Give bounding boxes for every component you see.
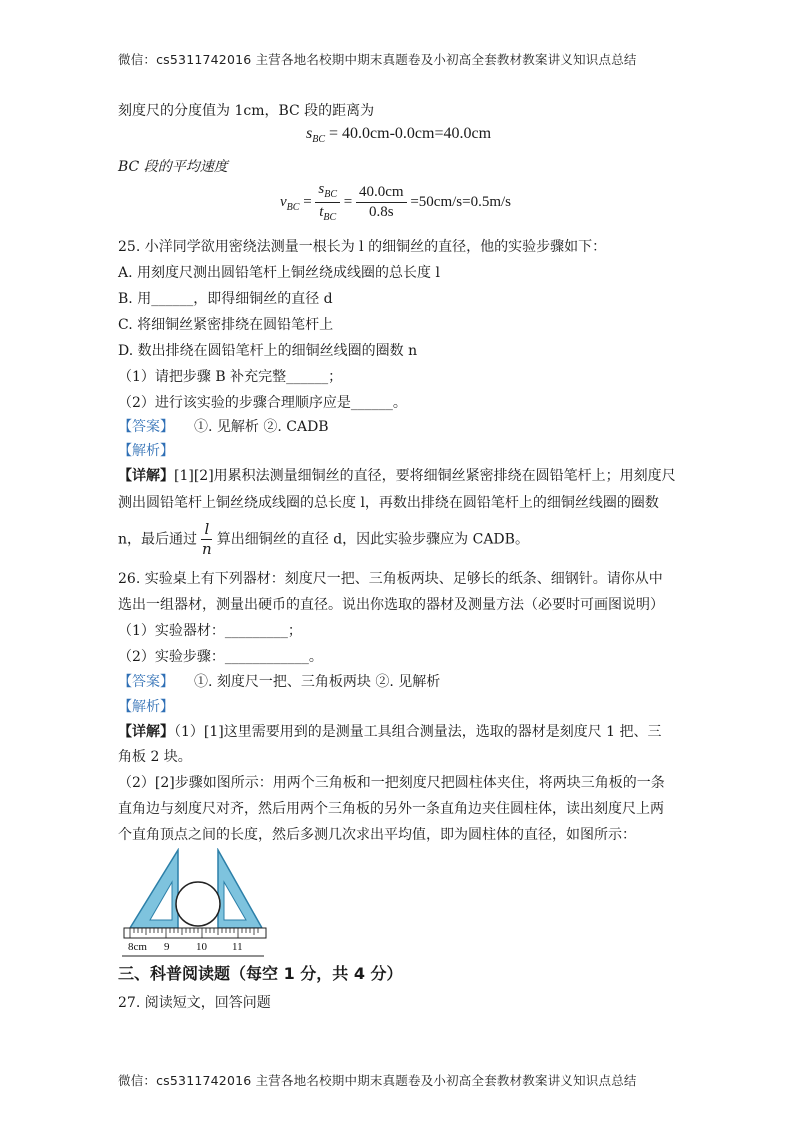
equation-velocity: $v_{BC}$ = $\frac{s_{BC}}{t_{BC}}$ = $\frac{40.0cm}{0.8s}$ =50cm/s=0.5m/s — [280, 181, 512, 223]
detail-26-line2: 角板 2 块。 — [118, 749, 192, 765]
question-26-line1: 26. 实验桌上有下列器材：刻度尺一把、三角板两块、足够长的纸条、细钢针。请你从中 — [118, 571, 663, 587]
question-27: 27. 阅读短文，回答问题 — [118, 995, 271, 1011]
ruler-label-11: 11 — [232, 941, 243, 953]
coin-circle — [176, 882, 220, 926]
equation-distance: $s_{BC} = 40.0cm-0.0cm=40.0cm$ — [306, 125, 492, 145]
page-footer: 微信：cs5311742016 主营各地名校期中期末真题卷及小初高全套教材教案讲义知识点总结 — [118, 1073, 637, 1088]
question-25: 25. 小洋同学欲用密绕法测量一根长为 l 的细铜丝的直径，他的实验步骤如下： — [118, 239, 607, 255]
section-3-heading: 三、科普阅读题（每空 1 分，共 4 分） — [118, 964, 403, 983]
answer-25: 【答案】 ①. 见解析 ②. CADB — [118, 419, 329, 435]
step-c: C. 将细铜丝紧密排绕在圆铅笔杆上 — [118, 317, 334, 333]
sub-question-2: （2）实验步骤：____________。 — [118, 649, 323, 665]
analysis-26-label: 【解析】 — [118, 699, 174, 715]
analysis-25-label: 【解析】 — [118, 443, 174, 459]
ruler-label-8cm: 8cm — [128, 941, 147, 953]
step-b: B. 用______，即得细铜丝的直径 d — [118, 291, 333, 307]
answer-26: 【答案】 ①. 刻度尺一把、三角板两块 ②. 见解析 — [118, 674, 441, 690]
sub-question-1: （1）实验器材：_________； — [118, 623, 302, 639]
detail-25-line3: n，最后通过 $\frac{l}{n}$ 算出细铜丝的直径 d，因此实验步骤应为 CADB。 — [118, 520, 529, 558]
sub-question-2: （2）进行该实验的步骤合理顺序应是______。 — [118, 395, 407, 411]
text-line: 刻度尺的分度值为 1cm，BC 段的距离为 — [118, 103, 375, 119]
detail-26-line1: 【详解】（1）[1]这里需要用到的是测量工具组合测量法，选取的器材是刻度尺 1 把、三 — [118, 724, 662, 740]
sub-question-1: （1）请把步骤 B 补充完整______； — [118, 369, 343, 385]
detail-26-line3: （2）[2]步骤如图所示：用两个三角板和一把刻度尺把圆柱体夹住，将两块三角板的一条 — [118, 775, 665, 791]
detail-25-line2: 测出圆铅笔杆上铜丝绕成线圈的总长度 l，再数出排绕在圆铅笔杆上的细铜丝线圈的圈数 — [118, 495, 659, 511]
detail-26-line4: 直角边与刻度尺对齐，然后用两个三角板的另外一条直角边夹住圆柱体，读出刻度尺上两 — [118, 801, 664, 817]
page-header: 微信：cs5311742016 主营各地名校期中期末真题卷及小初高全套教材教案讲义知识点总结 — [118, 52, 637, 67]
ruler-triangles-figure — [122, 848, 272, 958]
detail-25-line1: 【详解】[1][2]用累积法测量细铜丝的直径，要将细铜丝紧密排绕在圆铅笔杆上；用刻度尺 — [118, 468, 676, 484]
ruler-body — [124, 928, 266, 938]
detail-26-line5: 个直角顶点之间的长度，然后多测几次求出平均值，即为圆柱体的直径，如图所示： — [118, 827, 636, 843]
text-line: BC 段的平均速度 — [118, 159, 228, 175]
ruler-label-10: 10 — [196, 941, 207, 953]
step-a: A. 用刻度尺测出圆铅笔杆上铜丝绕成线圈的总长度 l — [118, 265, 440, 281]
step-d: D. 数出排绕在圆铅笔杆上的细铜丝线圈的圈数 n — [118, 343, 418, 359]
question-26-line2: 选出一组器材，测量出硬币的直径。说出你选取的器材及测量方法（必要时可画图说明） — [118, 597, 664, 613]
ruler-label-9: 9 — [164, 941, 170, 953]
